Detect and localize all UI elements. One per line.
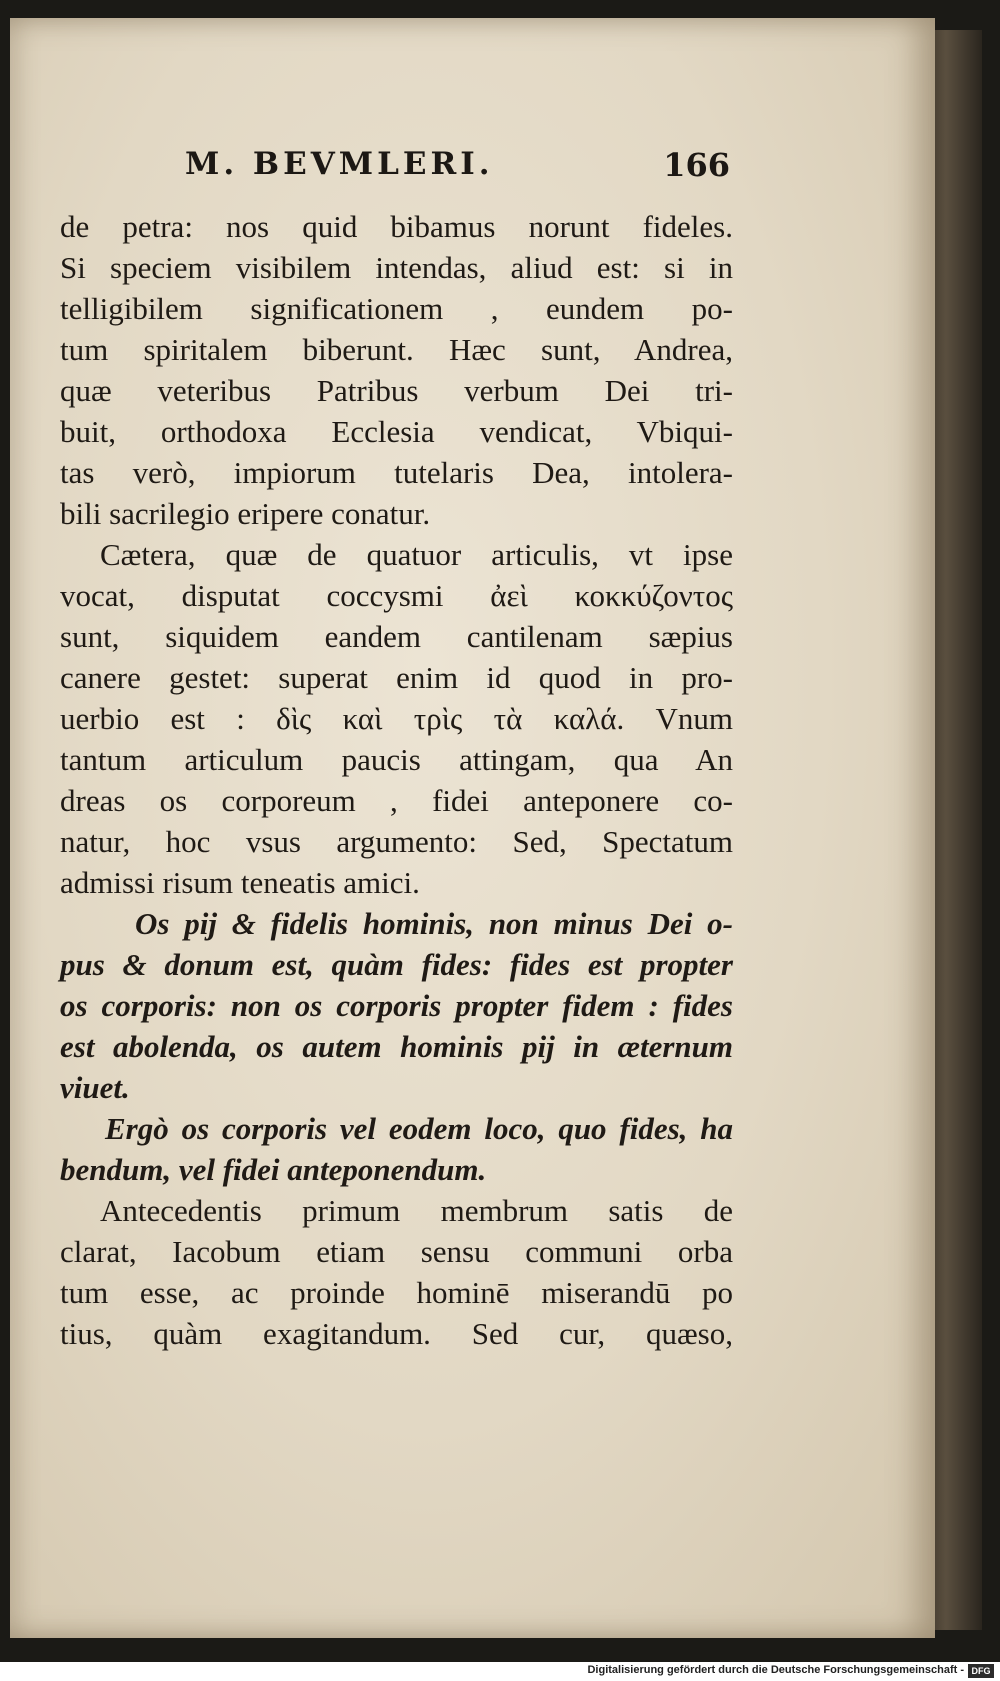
dfg-logo: DFG xyxy=(968,1664,994,1678)
text-line: dreas os corporeum , fidei anteponere co- xyxy=(60,783,733,818)
text-line: buit, orthodoxa Ecclesia vendicat, Vbiqui- xyxy=(60,414,733,449)
text-line: canere gestet: superat enim id quod in pro- xyxy=(60,660,733,695)
text-line: bili sacrilegio eripere conatur. xyxy=(60,496,431,531)
text-line: de petra: nos quid bibamus norunt fideles. xyxy=(60,209,733,244)
text-line: Cætera, quæ de quatuor articulis, vt ipse xyxy=(100,537,733,572)
text-line: quæ veteribus Patribus verbum Dei tri- xyxy=(60,373,733,408)
text-line-greek: uerbio est : δὶς καὶ τρὶς τὰ καλά. Vnum xyxy=(60,701,733,736)
text-line: tum spiritalem biberunt. Hæc sunt, Andrea, xyxy=(60,332,733,367)
italic-quote-line: est abolenda, os autem hominis pij in æternum xyxy=(60,1029,733,1064)
text-line-greek: vocat, disputat coccysmi ἀεὶ κοκκύζοντος xyxy=(60,578,733,613)
running-head-title: M. BEVMLERI. xyxy=(185,146,494,182)
running-head xyxy=(185,146,730,186)
text-line: telligibilem significationem , eundem po- xyxy=(60,291,733,326)
text-line: tas verò, impiorum tutelaris Dea, intolera- xyxy=(60,455,733,490)
digitization-footer xyxy=(0,1662,1000,1681)
italic-conclusion-line: Ergò os corporis vel eodem loco, quo fides, ha xyxy=(105,1111,733,1146)
text-line: tantum articulum paucis attingam, qua An xyxy=(60,742,733,777)
italic-quote-line: Os pij & fidelis hominis, non minus Dei o- xyxy=(135,906,733,941)
text-block xyxy=(60,206,733,1354)
page-number: 166 xyxy=(663,146,730,184)
text-line: tius, quàm exagitandum. Sed cur, quæso, xyxy=(60,1316,733,1351)
italic-quote-line: viuet. xyxy=(60,1070,130,1105)
italic-conclusion-line: bendum, vel fidei anteponendum. xyxy=(60,1152,487,1187)
text-line: admissi risum teneatis amici. xyxy=(60,865,420,900)
italic-quote-line: pus & donum est, quàm fides: fides est propter xyxy=(60,947,733,982)
text-line: clarat, Iacobum etiam sensu communi orba xyxy=(60,1234,733,1269)
footer-credit: Digitalisierung gefördert durch die Deutsche Forschungsgemeinschaft - xyxy=(587,1664,964,1676)
text-line: sunt, siquidem eandem cantilenam sæpius xyxy=(60,619,733,654)
book-page xyxy=(10,18,935,1638)
text-line: Antecedentis primum membrum satis de xyxy=(100,1193,733,1228)
text-line: Si speciem visibilem intendas, aliud est: si in xyxy=(60,250,733,285)
text-line: tum esse, ac proinde hominē miserandū po xyxy=(60,1275,733,1310)
text-line: natur, hoc vsus argumento: Sed, Spectatum xyxy=(60,824,733,859)
italic-quote-line: os corporis: non os corporis propter fidem : fides xyxy=(60,988,733,1023)
